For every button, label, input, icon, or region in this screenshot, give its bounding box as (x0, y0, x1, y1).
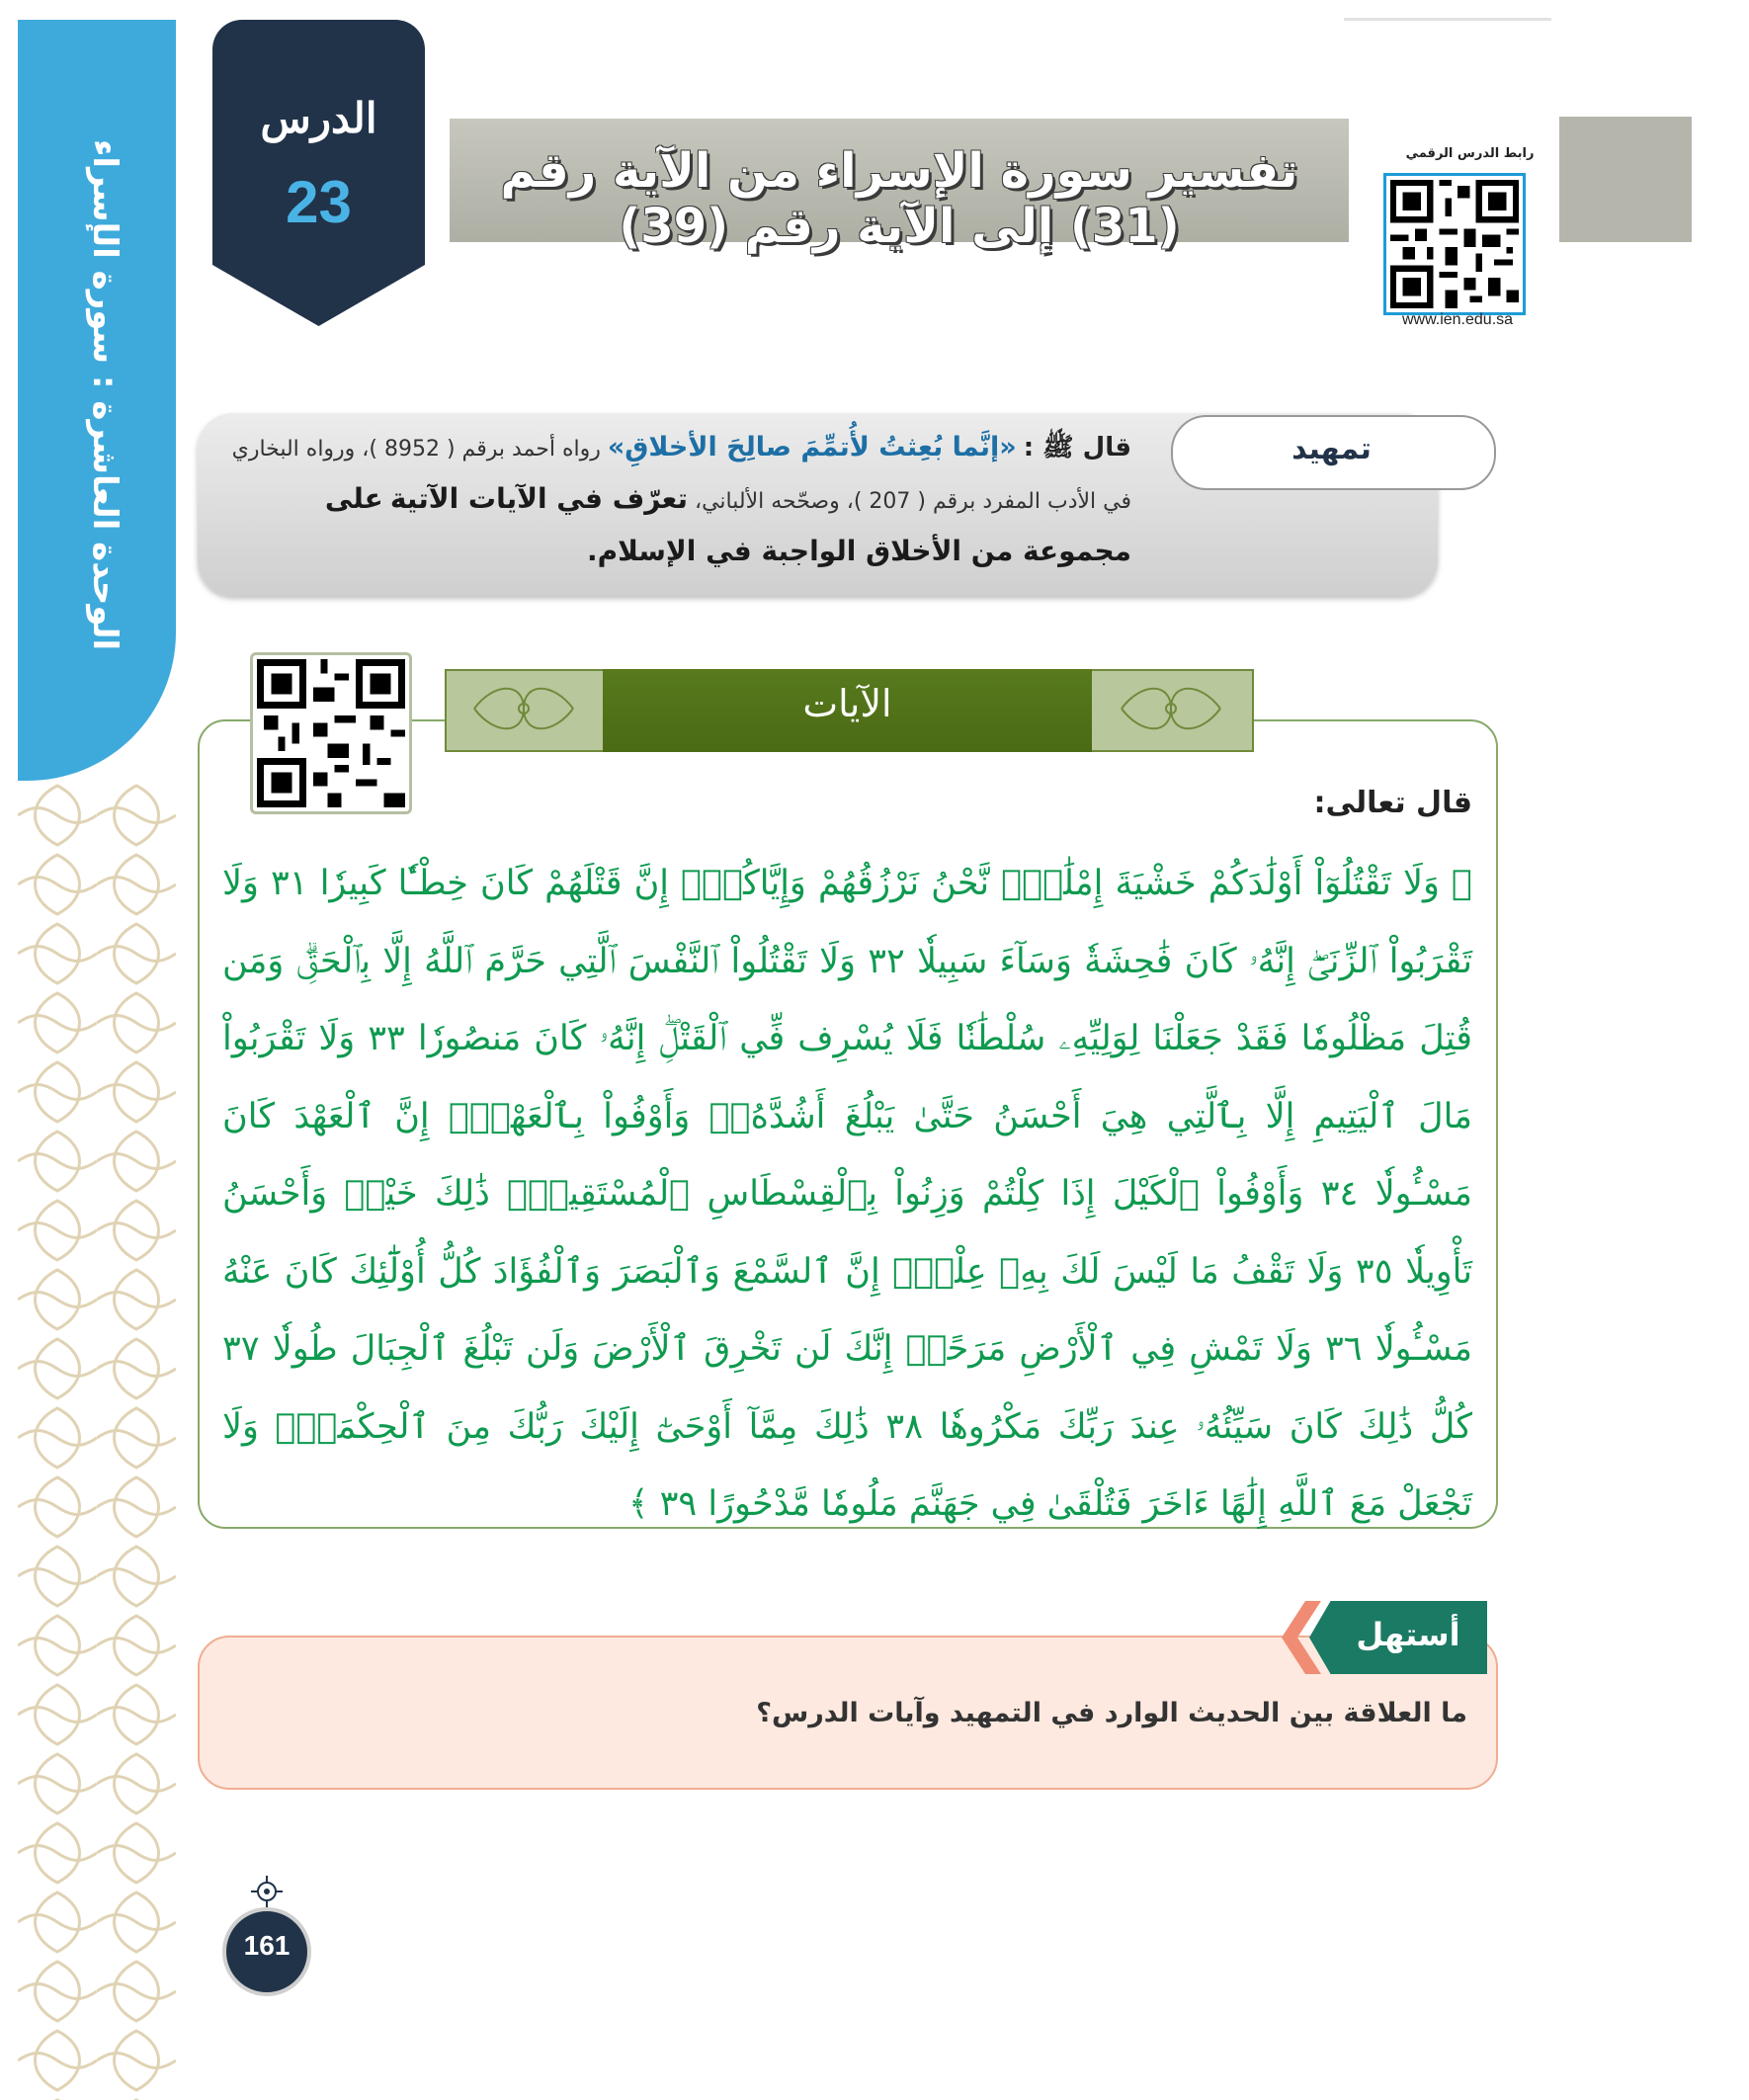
ornament-left (464, 677, 583, 740)
verses-intro: قال تعالى: (1313, 786, 1472, 820)
digital-lesson-qr-code[interactable] (1383, 173, 1526, 315)
page-number: 161 (243, 1930, 291, 1961)
qr-code-icon (257, 659, 405, 807)
quran-verses: ﴿ وَلَا تَقْتُلُوٓاْ أَوْلَٰدَكُمْ خَشْيَةَ إِمْلَٰقٍۖ نَّحْنُ نَرْزُقُهُمْ وَإِيَّاكُمْۚ إِنَّ قَتْلَهُمْ كَانَ خِطْـٔٗا كَبِيرٗا ٣١ وَلَا تَقْرَبُواْ ٱلزِّنَىٰٓۖ إِنَّهُۥ كَانَ فَٰحِشَةٗ وَسَآءَ سَبِيلٗا ٣٢ وَلَا تَقْتُلُواْ ٱلنَّفْسَ ٱلَّتِي حَرَّمَ ٱللَّهُ إِلَّا بِٱلْحَقِّۗ وَمَن قُتِلَ مَظْلُومٗا فَقَدْ جَعَلْنَا لِوَلِيِّهِۦ سُلْطَٰنٗا فَلَا يُسْرِف فِّي ٱلْقَتْلِۖ إِنَّهُۥ كَانَ مَنصُورٗا ٣٣ وَلَا تَقْرَبُواْ مَالَ ٱلْيَتِيمِ إِلَّا بِٱلَّتِي هِيَ أَحْسَنُ حَتَّىٰ يَبْلُغَ أَشُدَّهُۥۚ وَأَوْفُواْ بِٱلْعَهْدِۖ إِنَّ ٱلْعَهْدَ كَانَ مَسْـُٔولٗا ٣٤ وَأَوْفُواْ ٱلْكَيْلَ إِذَا كِلْتُمْ وَزِنُواْ بِٱلْقِسْطَاسِ ٱلْمُسْتَقِيمِۚ ذَٰلِكَ خَيْرٞ وَأَحْسَنُ تَأْوِيلٗا ٣٥ وَلَا تَقْفُ مَا لَيْسَ لَكَ بِهِۦ عِلْمٌۚ إِنَّ ٱلسَّمْعَ وَٱلْبَصَرَ وَٱلْفُؤَادَ كُلُّ أُوْلَٰٓئِكَ كَانَ عَنْهُ مَسْـُٔولٗا ٣٦ وَلَا تَمْشِ فِي ٱلْأَرْضِ مَرَحًاۖ إِنَّكَ لَن تَخْرِقَ ٱلْأَرْضَ وَلَن تَبْلُغَ ٱلْجِبَالَ طُولٗا ٣٧ كُلُّ ذَٰلِكَ كَانَ سَيِّئُهُۥ عِندَ رَبِّكَ مَكْرُوهٗا ٣٨ ذَٰلِكَ مِمَّآ أَوْحَىٰٓ إِلَيْكَ رَبُّكَ مِنَ ٱلْحِكْمَةِۗ وَلَا تَجْعَلْ مَعَ ٱللَّهِ إِلَٰهًا ءَاخَرَ فَتُلْقَىٰ فِي جَهَنَّمَ مَلُومٗا مَّدْحُورًا ٣٩ ﴾ (222, 864, 1473, 1524)
intro-learn-line1: تعرّف في الآيات الآتية (389, 482, 688, 515)
intro-label: تمهيد (1291, 432, 1372, 466)
verses-qr-code[interactable] (250, 652, 412, 814)
unit-title: الوحدة العاشرة : سورة الإسراء (85, 139, 125, 651)
reflect-label: أستهل (1356, 1616, 1460, 1653)
lesson-title: تفسير سورة الإسراء من الآية رقم (31) إلى الآية رقم (39) (500, 143, 1298, 254)
lesson-label: الدرس (260, 94, 377, 142)
ornament-right (1112, 677, 1230, 740)
hadith-source: رواه أحمد برقم ( 8952 )، ورواه البخاري في الأدب المفرد برقم ( 207 )، وصحّحه الألباني، (231, 437, 1131, 514)
lesson-number: 23 (286, 169, 352, 235)
verses-header-title: الآيات (802, 682, 892, 725)
qr-code-icon (1390, 180, 1519, 308)
digital-link-label: رابط الدرس الرقمي (1405, 146, 1535, 161)
header-side-tab (1559, 117, 1692, 242)
hadith-quote: «إنَّما بُعِثتُ لأُتمِّمَ صالِحَ الأخلاقِ» (607, 432, 1017, 462)
digital-link-url[interactable]: www.ien.edu.sa (1401, 311, 1514, 328)
reflect-question: ما العلاقة بين الحديث الوارد في التمهيد وآيات الدرس؟ (756, 1698, 1467, 1728)
intro-learn-line2: على مجموعة من الأخلاق الواجبة في الإسلام. (324, 482, 1131, 567)
prophet-said: قال ﷺ : (1023, 433, 1131, 462)
unit-side-band (18, 20, 176, 781)
top-decor-line (1344, 18, 1551, 21)
decorative-pattern (18, 781, 176, 2100)
page-ornament-icon (249, 1874, 285, 1909)
intro-text (227, 423, 1131, 579)
